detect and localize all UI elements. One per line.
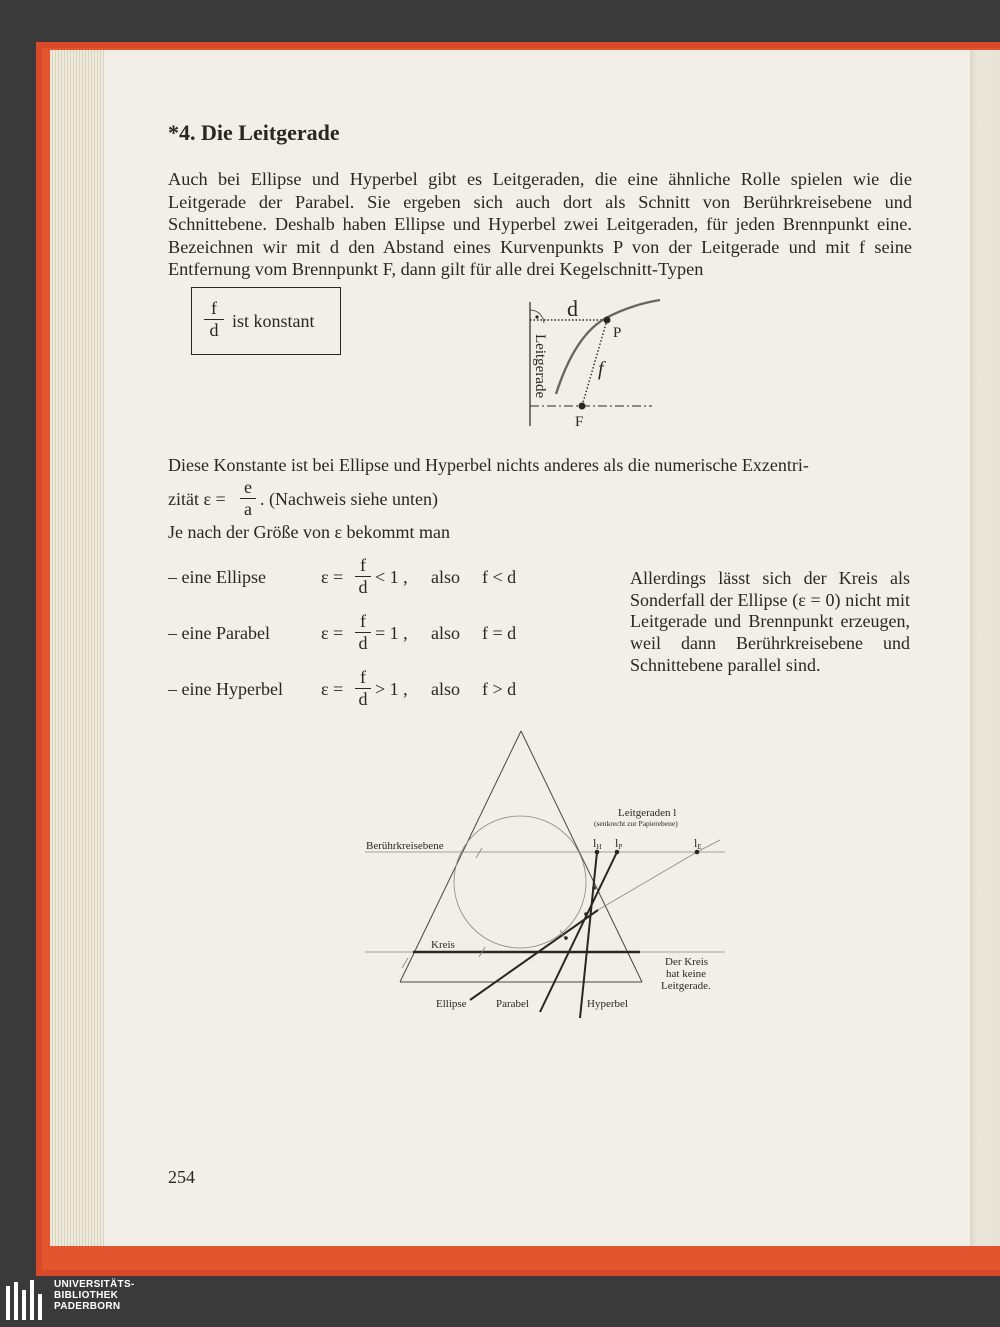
- text-line-2a: zität ε =: [168, 489, 226, 509]
- text-line-2b: . (Nachweis siehe unten): [260, 489, 438, 509]
- label-ellipse: Ellipse: [436, 998, 467, 1010]
- directrix-figure: [510, 290, 670, 430]
- label-lp: lP: [615, 836, 623, 851]
- cone-left-edge: [400, 731, 521, 982]
- label-no-leit-2: hat keine: [666, 968, 707, 980]
- library-line-2: BIBLIOTHEK: [54, 1290, 119, 1301]
- formula-fraction: [204, 298, 224, 341]
- case-label: – eine Ellipse: [168, 567, 266, 587]
- focus-f: [579, 403, 586, 410]
- label-f: f: [598, 358, 604, 380]
- point-p: [604, 317, 611, 324]
- label-leitgeraden: Leitgeraden l: [618, 807, 677, 819]
- focus-point: [584, 912, 588, 916]
- library-line-3: PADERBORN: [54, 1301, 121, 1312]
- cone-right-edge: [521, 731, 642, 982]
- case-label: – eine Hyperbel: [168, 679, 283, 699]
- label-p: P: [613, 325, 622, 341]
- label-le: lE: [694, 836, 702, 851]
- case-fraction: [355, 611, 371, 654]
- case-also: also: [431, 623, 460, 643]
- inscribed-sphere: [454, 816, 586, 948]
- facing-page: [968, 50, 1000, 1246]
- case-relation: < 1 ,: [375, 567, 408, 587]
- library-logo-icon: [6, 1280, 48, 1320]
- formula-numerator: f: [211, 298, 217, 318]
- tick-mark: [476, 848, 482, 858]
- case-result: f = d: [482, 623, 517, 643]
- label-no-leit-1: Der Kreis: [665, 956, 709, 968]
- case-result: f > d: [482, 679, 517, 699]
- focus-point: [564, 936, 568, 940]
- text-line-1: Diese Konstante ist bei Ellipse und Hyperbel nichts anderes als die numerische Exzentri-: [168, 455, 809, 475]
- epsilon-denominator: a: [240, 498, 256, 520]
- ellipse-section: [470, 910, 598, 1000]
- focus-point: [592, 886, 596, 890]
- formula-denominator: d: [204, 319, 224, 341]
- epsilon-numerator: e: [244, 477, 252, 497]
- label-beruehrkreisebene: Berührkreisebene: [366, 840, 444, 852]
- parabel-section: [540, 852, 617, 1012]
- case-numerator: f: [360, 555, 366, 575]
- case-numerator: f: [360, 611, 366, 631]
- case-denominator: d: [355, 632, 371, 654]
- case-lhs: ε =: [321, 623, 344, 643]
- library-name: [54, 1279, 135, 1312]
- case-label: – eine Parabel: [168, 623, 270, 643]
- text-line-3: Je nach der Größe von ε bekommt man: [168, 522, 450, 542]
- case-fraction: [355, 555, 371, 598]
- cone-figure: [355, 725, 735, 1025]
- case-also: also: [431, 679, 460, 699]
- library-line-1: UNIVERSITÄTS-: [54, 1279, 135, 1290]
- formula-text: ist konstant: [232, 311, 315, 331]
- case-lhs: ε =: [321, 567, 344, 587]
- label-lh: lH: [593, 836, 602, 851]
- section-heading: *4. Die Leitgerade: [168, 120, 340, 145]
- label-kreis: Kreis: [431, 939, 455, 951]
- label-no-leit-3: Leitgerade.: [661, 980, 711, 992]
- case-lhs: ε =: [321, 679, 344, 699]
- epsilon-fraction: [240, 477, 256, 520]
- intro-paragraph: Auch bei Ellipse und Hyperbel gibt es Leitgeraden, die eine ähnliche Rolle spielen wie die Leitgerade der Parabel. Sie ergeben sich auch dort als Schnitt von Berührkreisebene und Schnittebene. Deshalb haben Ellipse und Hyperbel zwei Leitgeraden, für jeden Brennpunkt eine. Bezeichnen wir mit d den Abstand eines Kurvenpunkts P von der Leitgerade und mit f seine Entfernung vom Brennpunkt F, dann gilt für alle drei Kegelschnitt-Typen: [168, 169, 912, 279]
- case-denominator: d: [355, 688, 371, 710]
- page-number: 254: [168, 1167, 195, 1187]
- case-numerator: f: [360, 667, 366, 687]
- footer-bar: [0, 1276, 1000, 1327]
- label-d: d: [567, 296, 578, 321]
- hyperbel-section: [580, 852, 597, 1018]
- case-relation: = 1 ,: [375, 623, 408, 643]
- constant-formula-box: [191, 287, 341, 355]
- label-hyperbel: Hyperbel: [587, 998, 628, 1010]
- case-fraction: [355, 667, 371, 710]
- case-result: f < d: [482, 567, 517, 587]
- label-focus: F: [575, 414, 584, 430]
- case-also: also: [431, 567, 460, 587]
- label-leitgerade: Leitgerade: [532, 334, 548, 399]
- case-denominator: d: [355, 576, 371, 598]
- right-angle-dot: [535, 315, 538, 318]
- side-note: Allerdings lässt sich der Kreis als Sonderfall der Ellipse (ε = 0) nicht mit Leitgerade und Brennpunkt erzeugen, weil dann Berührkreisebene und Schnittebene parallel sind.: [630, 568, 910, 675]
- case-relation: > 1 ,: [375, 679, 408, 699]
- label-senkrecht: (senkrecht zur Papierebene): [594, 819, 678, 828]
- label-parabel: Parabel: [496, 998, 529, 1010]
- page-stack: [50, 50, 108, 1246]
